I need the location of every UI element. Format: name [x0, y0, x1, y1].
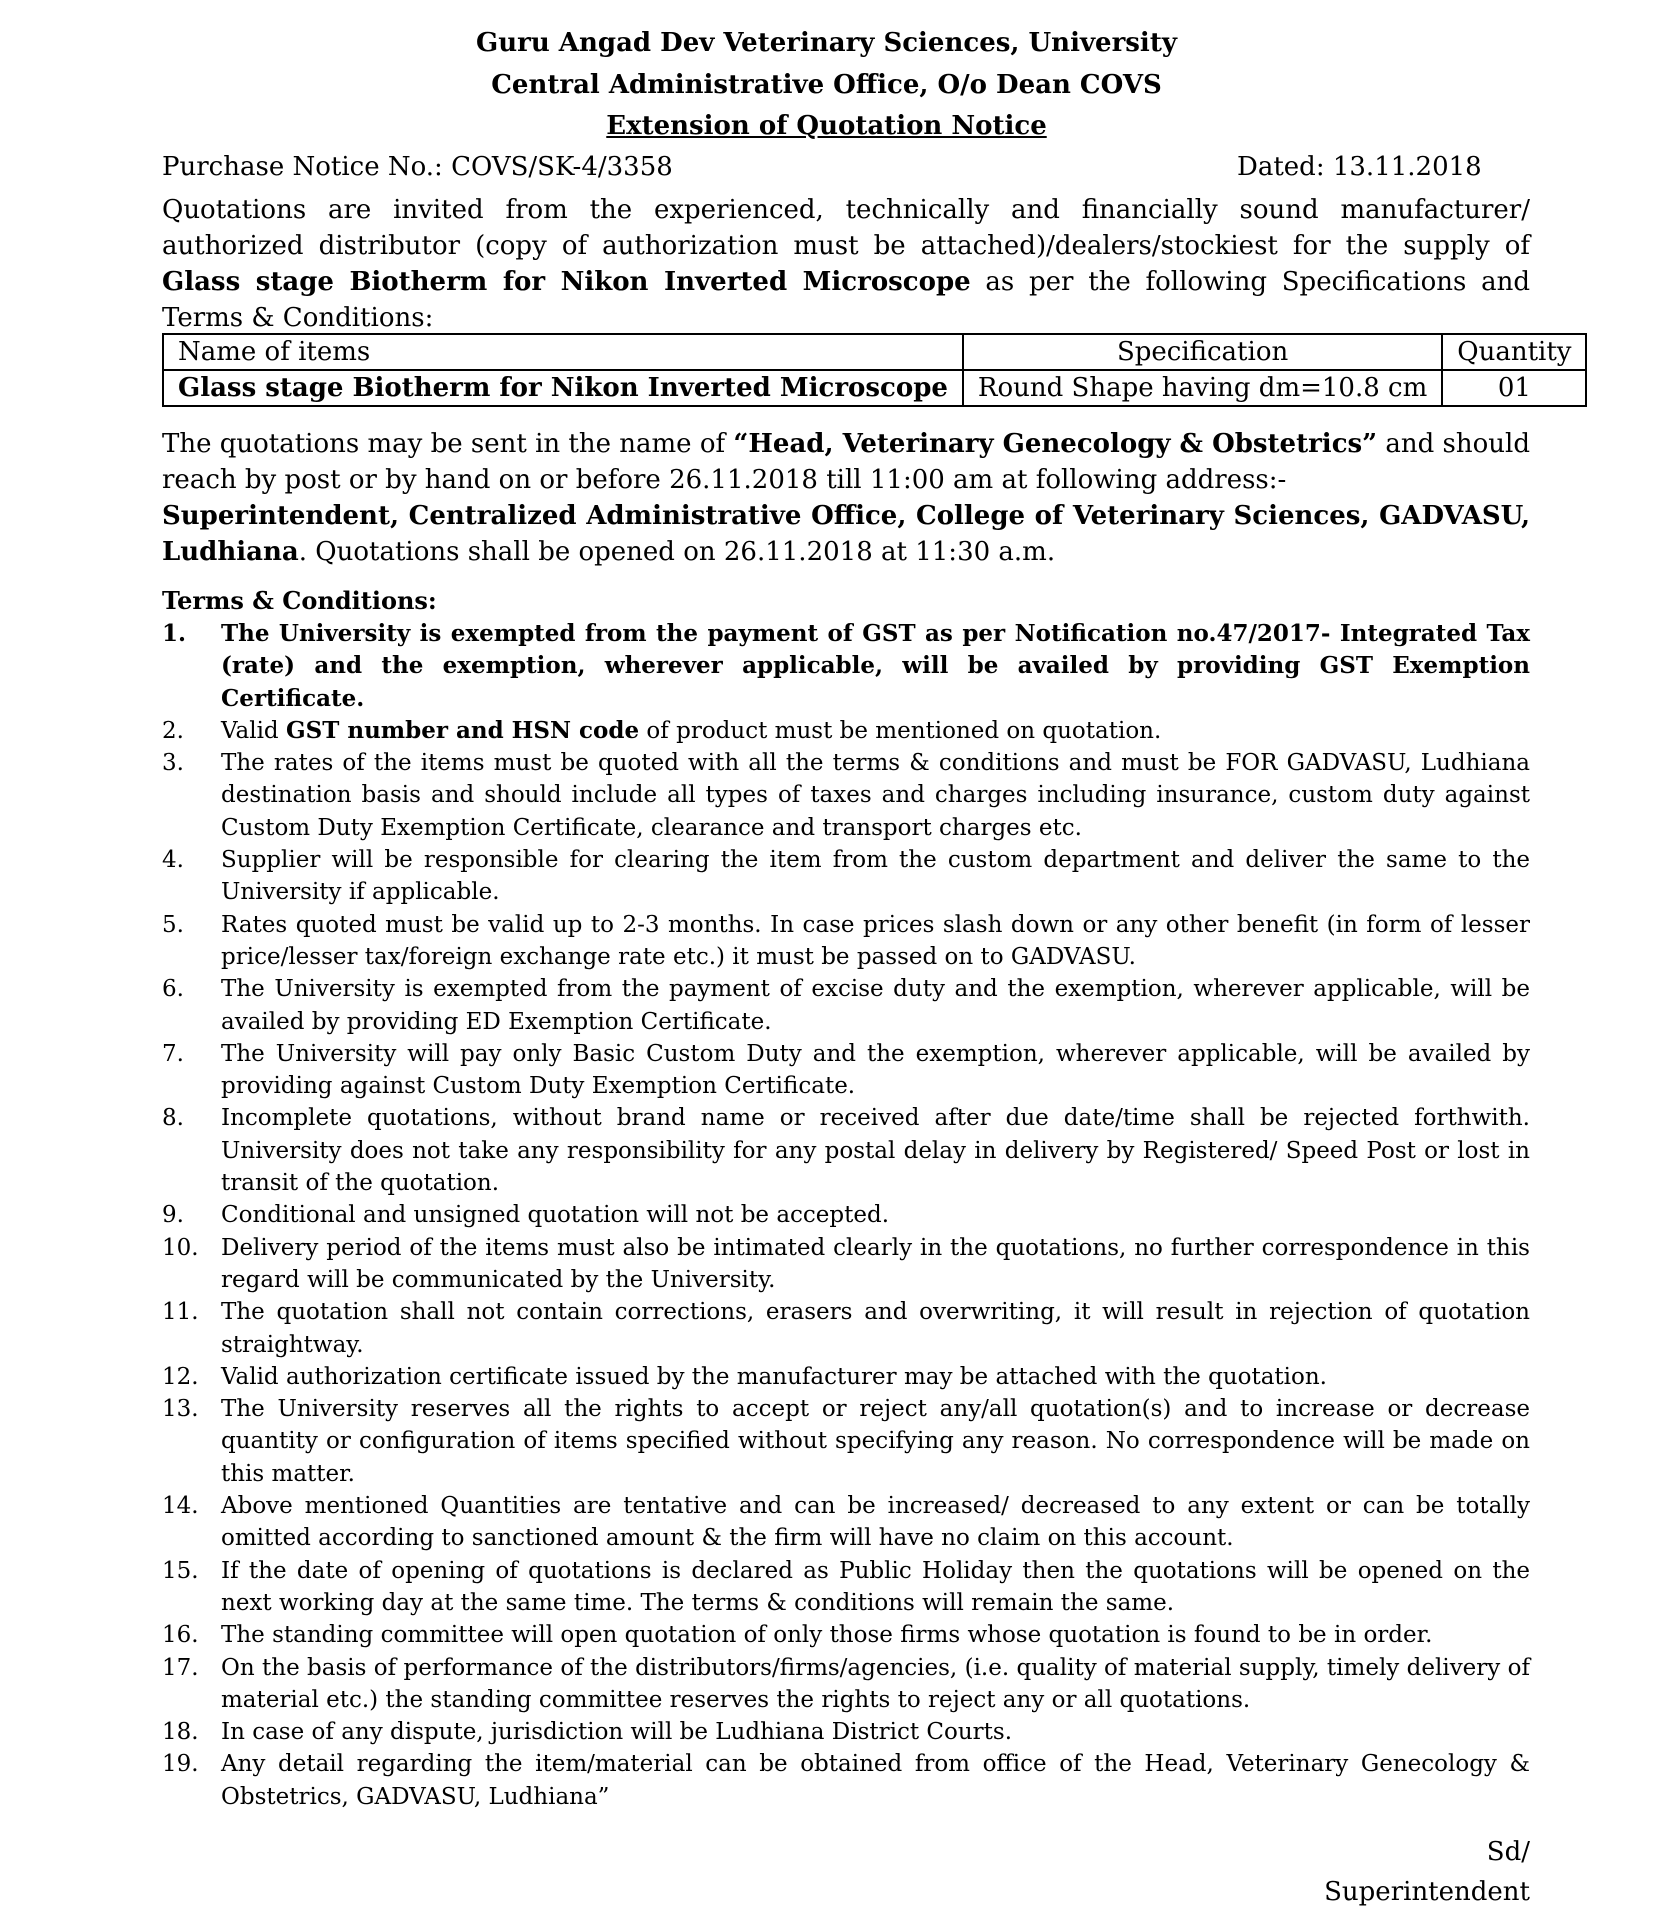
term-number: 17. [162, 1654, 199, 1681]
term-text-pre: Valid [221, 717, 286, 744]
terms-heading: Terms & Conditions: [162, 586, 437, 615]
address-paragraph [162, 426, 1530, 570]
list-item [162, 618, 1530, 715]
term-text: Valid authorization certificate issued by the manufacturer may be attached with the quotation. [221, 1363, 1327, 1390]
term-number: 3. [162, 750, 184, 777]
list-item [162, 1296, 1530, 1361]
item-name-cell: Glass stage Biotherm for Nikon Inverted Microscope [163, 370, 963, 406]
term-text: If the date of opening of quotations is declared as Public Holiday then the quotations will be opened on the next working day at the same time. The terms & conditions will remain the same. [221, 1557, 1530, 1616]
signature-sd: Sd/ [1486, 1837, 1530, 1867]
term-number: 14. [162, 1493, 199, 1520]
purchase-notice-number: Purchase Notice No.: COVS/SK-4/3358 [162, 152, 673, 182]
term-number: 18. [162, 1719, 199, 1746]
university-name: Guru Angad Dev Veterinary Sciences, University [476, 28, 1177, 58]
list-item [162, 1619, 1530, 1651]
term-text: Rates quoted must be valid up to 2-3 months. In case prices slash down or any other benefit (in form of lesser price/lesser tax/foreign exchange rate etc.) it must be passed on to GADVASU. [221, 911, 1530, 970]
term-text: The University reserves all the rights to accept or reject any/all quotation(s) and to increase or decrease quantity or configuration of items specified without specifying any reason. No correspondence will be made on this matter. [221, 1396, 1530, 1487]
header-specification: Specification [963, 334, 1442, 370]
term-text-bold: GST number and HSN code [285, 716, 640, 744]
term-text: The rates of the items must be quoted with all the terms & conditions and must be FOR GADVASU, Ludhiana destination basis and should include all types of taxes and charges including insurance, custom duty against Custom Duty Exemption Certificate, clearance and transport charges etc. [221, 750, 1530, 841]
notice-date: Dated: 13.11.2018 [1237, 152, 1482, 182]
term-text-post: of product must be mentioned on quotation. [639, 717, 1162, 744]
list-item [162, 844, 1530, 909]
header-quantity: Quantity [1442, 334, 1586, 370]
term-number: 11. [162, 1299, 199, 1326]
term-text: On the basis of performance of the distributors/firms/agencies, (i.e. quality of material supply, timely delivery of material etc.) the standing committee reserves the rights to reject any or all quotations. [221, 1654, 1530, 1713]
address-recipient: “Head, Veterinary Genecology & Obstetrics” [733, 429, 1378, 459]
term-text: The standing committee will open quotation of only those firms whose quotation is found to be in order. [221, 1622, 1433, 1649]
address-text-a: The quotations may be sent in the name of [162, 429, 734, 459]
term-text: Conditional and unsigned quotation will not be accepted. [221, 1202, 890, 1229]
term-number: 10. [162, 1234, 199, 1261]
intro-text-b: as per the following Specifications and Terms & Conditions: [162, 267, 1530, 333]
term-number: 16. [162, 1622, 199, 1649]
list-item [162, 1038, 1530, 1103]
intro-paragraph [162, 192, 1530, 336]
term-text: The quotation shall not contain corrections, erasers and overwriting, it will result in rejection of quotation straightway. [221, 1299, 1530, 1358]
items-table [162, 333, 1587, 407]
term-number: 2. [162, 717, 184, 744]
term-text: In case of any dispute, jurisdiction will be Ludhiana District Courts. [221, 1719, 1013, 1746]
terms-list [162, 618, 1530, 1813]
term-number: 7. [162, 1040, 184, 1067]
intro-text-a: Quotations are invited from the experienced, technically and financially sound manufacturer/ authorized distributor (copy of authorization must be attached)/dealers/stockiest for the supply of [162, 195, 1530, 261]
notice-number-line [162, 150, 1530, 184]
term-text: The University is exempted from the payment of excise duty and the exemption, wherever applicable, will be availed by providing ED Exemption Certificate. [221, 976, 1530, 1035]
address-opening: . Quotations shall be opened on 26.11.2018 at 11:30 a.m. [298, 537, 1056, 567]
list-item [162, 1555, 1530, 1620]
term-number: 8. [162, 1105, 184, 1132]
term-text: The University will pay only Basic Custom Duty and the exemption, wherever applicable, will be availed by providing against Custom Duty Exemption Certificate. [221, 1040, 1530, 1100]
table-header-row [163, 334, 1586, 370]
list-item [162, 747, 1530, 844]
intro-item-name: Glass stage Biotherm for Nikon Inverted Microscope [162, 267, 971, 297]
term-number: 15. [162, 1557, 199, 1584]
signature-title: Superintendent [1324, 1877, 1530, 1907]
term-number: 19. [162, 1751, 199, 1778]
term-text: The University is exempted from the payment of GST as per Notification no.47/2017- Integrated Tax (rate) and the exemption, wherever applicable, will be availed by providing GST Exemption Certificate. [221, 620, 1530, 712]
term-number: 4. [162, 847, 184, 874]
list-item [162, 1393, 1530, 1490]
header-name-of-items: Name of items [163, 334, 963, 370]
list-item [162, 1716, 1530, 1748]
item-qty-cell: 01 [1442, 370, 1586, 406]
list-item [162, 1102, 1530, 1199]
term-number: 5. [162, 911, 184, 938]
list-item [162, 1490, 1530, 1555]
term-text: Above mentioned Quantities are tentative and can be increased/ decreased to any extent or can be totally omitted according to sanctioned amount & the firm will have no claim on this account. [221, 1493, 1530, 1552]
list-item [162, 1748, 1530, 1813]
list-item [162, 1232, 1530, 1297]
list-item [162, 1652, 1530, 1717]
term-text: Supplier will be responsible for clearing the item from the custom department and deliver the same to the University if applicable. [221, 847, 1530, 906]
list-item [162, 1361, 1530, 1393]
term-text: Incomplete quotations, without brand name or received after due date/time shall be rejected forthwith. University does not take any responsibility for any postal delay in delivery by Registered/ Speed Post or lost in transit of the quotation. [221, 1105, 1530, 1197]
term-number: 9. [162, 1202, 184, 1229]
list-item [162, 909, 1530, 974]
address-superintendent: Superintendent, Centralized Administrative Office, College of Veterinary Sciences, GADVASU, Ludhiana [162, 501, 1530, 567]
term-text: Any detail regarding the item/material can be obtained from office of the Head, Veterinary Genecology & Obstetrics, GADVASU, Ludhiana” [221, 1751, 1530, 1810]
address-text-c: and should reach by post or by hand on or before 26.11.2018 till 11:00 am at following address:- [162, 429, 1530, 495]
term-number: 1. [162, 620, 187, 647]
notice-title: Extension of Quotation Notice [606, 111, 1047, 141]
list-item [162, 1199, 1530, 1231]
term-text: Delivery period of the items must also be intimated clearly in the quotations, no further correspondence in this regard will be communicated by the University. [221, 1234, 1530, 1293]
term-number: 12. [162, 1363, 199, 1390]
office-name: Central Administrative Office, O/o Dean COVS [491, 70, 1162, 100]
term-number: 6. [162, 976, 184, 1003]
list-item [162, 973, 1530, 1038]
table-row [163, 370, 1586, 406]
term-number: 13. [162, 1396, 199, 1423]
list-item [162, 715, 1530, 747]
item-spec-cell: Round Shape having dm=10.8 cm [963, 370, 1442, 406]
